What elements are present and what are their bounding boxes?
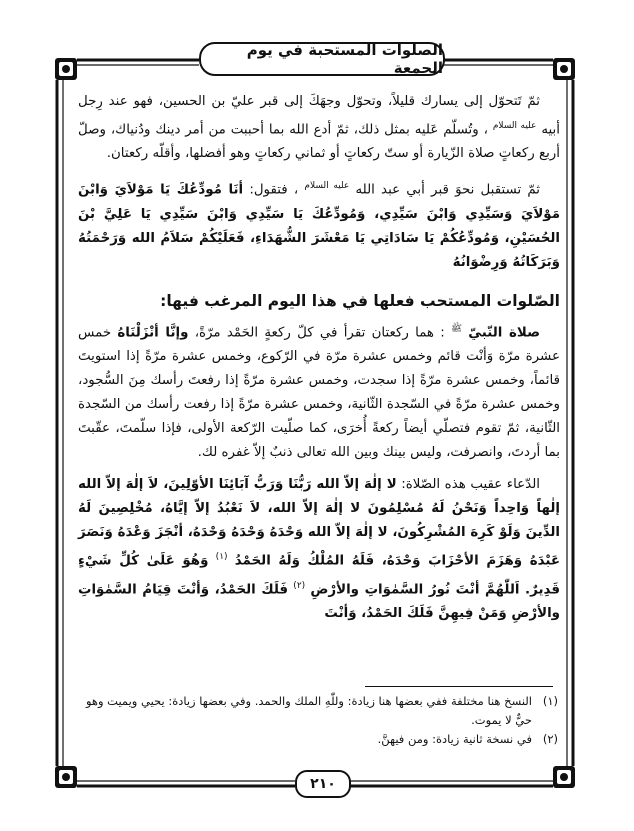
text-run: خمس عشرة مرّة وَأنْت قائم وخمس عشرة مرّة في الرّكوع، وخمس عشرة مرّةً إذا استويتَ قائماً، وخمس عشرة مرّةً إذا سجدت، وخمس عشرة مرّةً إذا رفعتَ رأسك مِنَ السُّجود، وخمس عشرة مرّةً في السّجدة الثّانية، وخمس عشرة مرّةً إذا رفعت رأسك من السّجدة الثّانية، ثمّ تقوم فتصلّي أيضاً ركعةً أُخرَى، كما صلّيت الرّكعة الأولى، فإذا سلّمتَ، عقّبتَ بما أردتَ، وانصرفت، وليس بينك وبين الله تعالى ذنبٌ إلاّ غفره لك. <box>78 325 560 461</box>
footnote-ref-1[interactable]: (١) <box>215 552 228 563</box>
section-heading: الصّلوات المستحب فعلها في هذا اليوم المرغب فيها: <box>160 291 560 310</box>
text-run: ، وتُسلّم عَليه بمثل ذلك، ثمّ أدع الله بما أحببت من أمر دينك ودُنياك، وصلّ أربع ركعاتٍ صلاة الزّيارة أو ستّ ركعاتٍ أو ثماني ركعاتٍ وهو أفضلها، وأقلّه ركعتان. <box>78 122 560 162</box>
supplication-text: فَلَكَ الحَمْدُ، وَأنْتَ قِيَامُ السَّمٰوَاتِ والأرْضِ وَمَنْ فِيهِنَّ فَلَكَ الحَمْدُ، وَأنْتَ <box>78 582 560 622</box>
paragraph-supplication <box>78 473 560 626</box>
footnote-divider <box>365 686 553 687</box>
honorific-glyph: عليه السلام <box>492 121 537 131</box>
footnote-ref-2[interactable]: (٢) <box>293 580 306 591</box>
paragraph-turn-left <box>78 90 560 166</box>
page-number-badge <box>295 770 351 798</box>
footnote-number: (١) <box>542 694 558 708</box>
text-run: ثمّ تستقبل نحوَ قبر أبي عبد الله <box>355 182 541 198</box>
footnote-1 <box>80 692 558 730</box>
text-run: : هما ركعتان تقرأ في كلّ ركعةٍ الحَمْد مرّةً، <box>194 325 445 341</box>
footnote-text: النسخ هنا مختلفة ففي بعضها هنا زيادة: وللّٰهِ الملك والحمد. وفي بعضها زيادة: يحيي ويميت وهو حيٌّ لا يموت. <box>85 694 532 727</box>
footnote-2 <box>80 730 558 749</box>
page-number: ٢١٠ <box>310 776 336 792</box>
honorific-glyph: ﷺ <box>451 323 462 334</box>
prayer-name: صلاة النّبيّ <box>468 325 541 341</box>
corner-ornament-top-left <box>55 58 77 80</box>
footnote-number: (٢) <box>542 732 558 746</box>
supplication-text: لا إلٰهَ إلاّ الله رَبُّنَا وَرَبُّ آبَائِنَا الأوّلِينَ، لاَ إلٰهَ إلاّ الله إلٰهاً وَاحِداً وَنَحْنُ لَهُ مُسْلِمُونَ لا إلٰهَ إلاّ الله، لاَ نَعْبُدُ إلاّ إيَّاهُ، مُخْلِصِينَ لَهُ الدِّينَ وَلَوْ كَرِهَ المُشْرِكُونَ، لا إلٰهَ إلاّ الله وَحْدَهُ وَحْدَهُ وَحْدَهُ، أنْجَزَ وَعْدَهُ وَنَصَرَ عَبْدَهُ وَهَزَمَ الأحْزَابَ وَحْدَهُ، فَلَهُ المُلْكُ وَلَهُ الحَمْدُ <box>78 477 560 569</box>
page-body <box>78 90 560 626</box>
honorific-glyph: عليه السلام <box>304 181 350 192</box>
footnotes <box>80 692 558 749</box>
supplication-text: وَهُوَ عَلَىٰ كُلِّ شَيْءٍ قَدِيرٌ. اَللّٰهُمَّ أنْتَ نُورُ السَّمٰوَاتِ والأرْضِ <box>78 553 561 598</box>
corner-ornament-bottom-right <box>553 766 575 788</box>
footnote-text: في نسخة ثانية زيادة: ومن فيهنَّ. <box>377 732 532 746</box>
farewell-supplication: أنَا مُودِّعُكَ يَا مَوْلاَيَ وَابْنَ مَوْلاَيَ وَسَيِّدِي وَابْنَ سَيِّدِي، وَمُودِّعُكَ يَا سَيِّدِي وَابْنَ سَيِّدِي يَا عَلِيَّ بْنَ الحُسَيْنِ، وَمُودِّعُكُمْ يَا سَادَاتِي يَا مَعْشَرَ الشُّهَدَاءِ، فَعَلَيْكُمْ سَلاَمُ الله وَرَحْمَتُهُ وَبَرَكَاتُهُ وَرِضْوَانُهُ <box>78 182 560 270</box>
corner-ornament-top-right <box>553 58 575 80</box>
text-run: ثمّ تَتحوّل إلى يسارك قليلاً، وتحوّل وجهَكَ إلى قبر عليّ بن الحسين، فهو عند رِجل أبيه <box>78 94 560 138</box>
text-run: ، فتقول: <box>249 182 299 198</box>
corner-ornament-bottom-left <box>55 766 77 788</box>
paragraph-farewell <box>78 174 560 274</box>
text-run: الدّعاء عقيب هذه الصّلاة: <box>401 477 540 493</box>
surah-name: وإنَّا أنْزَلْنَاهُ <box>117 325 189 341</box>
header-title-text: الصلوات المستحبة في يوم الجمعة <box>246 41 443 77</box>
paragraph-prophet-prayer <box>78 317 560 465</box>
running-header-title <box>199 42 445 76</box>
